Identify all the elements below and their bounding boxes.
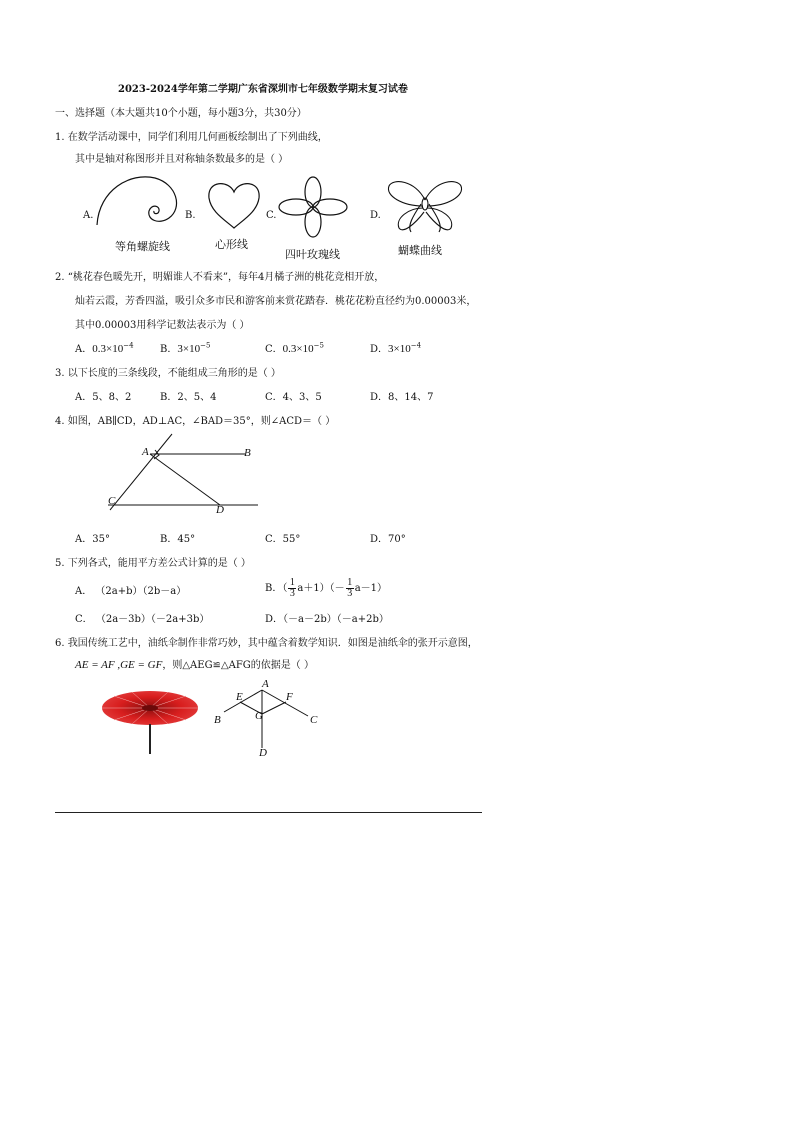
q1-line1: 1. 在数学活动课中，同学们利用几何画板绘制出了下列曲线， <box>55 132 328 143</box>
q2-line2: 灿若云霞，芳香四溢，吸引众多市民和游客前来赏花踏春．桃花花粉直径约为0.00003米， <box>75 296 477 307</box>
q4-label-c: C <box>108 495 116 507</box>
q3-option-a: A．5、8、2 <box>75 392 132 403</box>
q6-line1: 6. 我国传统工艺中，油纸伞制作非常巧妙，其中蕴含着数学知识．如图是油纸伞的张开示意图， <box>55 638 478 649</box>
q2-option-c: C．$0.3\times 10^{-5}$ <box>265 341 324 355</box>
q6-label-e: E <box>236 691 243 703</box>
q1-option-c: C. <box>266 210 277 221</box>
q6-label-d: D <box>259 747 267 759</box>
q3-option-c: C．4、3、5 <box>265 392 322 403</box>
q4-geometry-figure <box>100 428 270 520</box>
page-title: 2023-2024学年第二学期广东省深圳市七年级数学期末复习试卷 <box>118 84 408 95</box>
q2-option-a: A．$0.3\times 10^{-4}$ <box>75 341 134 355</box>
q1-line2: 其中是轴对称图形并且对称轴条数最多的是（ ） <box>75 154 289 165</box>
q6-label-g: G <box>255 710 263 722</box>
q2-line3: 其中0.00003用科学记数法表示为（ ） <box>75 320 250 331</box>
q4-option-a: A．35° <box>75 534 110 545</box>
q1-caption-rose: 四叶玫瑰线 <box>285 248 340 261</box>
butterfly-curve-figure <box>385 176 465 238</box>
q3-option-b: B．2、5、4 <box>160 392 217 403</box>
q3-option-d: D．8、14、7 <box>370 392 434 403</box>
heart-curve-figure <box>205 180 265 232</box>
q2-line1: 2. “桃花春色暖先开，明媚谁人不看来”，每年4月橘子洲的桃花竞相开放， <box>55 272 385 283</box>
oil-paper-umbrella-image <box>100 686 200 758</box>
q6-label-b: B <box>214 714 221 726</box>
q6-label-c: C <box>310 714 318 726</box>
q1-option-a: A. <box>83 210 94 221</box>
q5-option-d: D．（－a－2b）（－a+2b） <box>265 614 389 625</box>
q4-label-d: D <box>216 504 224 516</box>
q4-label-b: B <box>244 447 251 459</box>
q4-option-b: B．45° <box>160 534 196 545</box>
q4-option-d: D．70° <box>370 534 406 545</box>
q2-option-b: B．$3\times 10^{-5}$ <box>160 341 211 355</box>
q1-caption-heart: 心形线 <box>215 238 248 251</box>
q1-option-d: D. <box>370 210 381 221</box>
q5-option-c: C． （2a－3b）（－2a+3b） <box>75 614 210 625</box>
four-leaf-rose-figure <box>278 174 348 240</box>
q1-caption-butterfly: 蝴蝶曲线 <box>398 244 442 257</box>
q1-caption-spiral: 等角螺旋线 <box>115 240 170 253</box>
q1-option-b: B. <box>185 210 196 221</box>
q6-line2: AE = AF ,GE = GF，则△AEG≌△AFG的依据是（ ） <box>75 659 314 671</box>
spiral-curve-figure <box>95 170 185 230</box>
q3-line1: 3. 以下长度的三条线段，不能组成三角形的是（ ） <box>55 368 281 379</box>
page-divider <box>55 812 482 813</box>
q4-label-a: A <box>142 446 149 458</box>
q6-label-a: A <box>262 678 269 690</box>
q5-option-a: A． （2a+b）（2b－a） <box>75 586 187 597</box>
q5-option-b: B．（ $\frac{1}{3}$ a＋1）（－ $\frac{1}{3}$ a－1） <box>265 577 388 599</box>
q2-option-d: D．$3\times 10^{-4}$ <box>370 341 422 355</box>
q4-option-c: C．55° <box>265 534 301 545</box>
q6-label-f: F <box>286 691 293 703</box>
section-heading: 一、选择题（本大题共10个小题，每小题3分，共30分） <box>55 108 307 119</box>
q5-line1: 5. 下列各式，能用平方差公式计算的是（ ） <box>55 558 251 569</box>
q4-line1: 4. 如图，AB∥CD，AD⊥AC，∠BAD＝35°，则∠ACD＝（ ） <box>55 416 336 427</box>
